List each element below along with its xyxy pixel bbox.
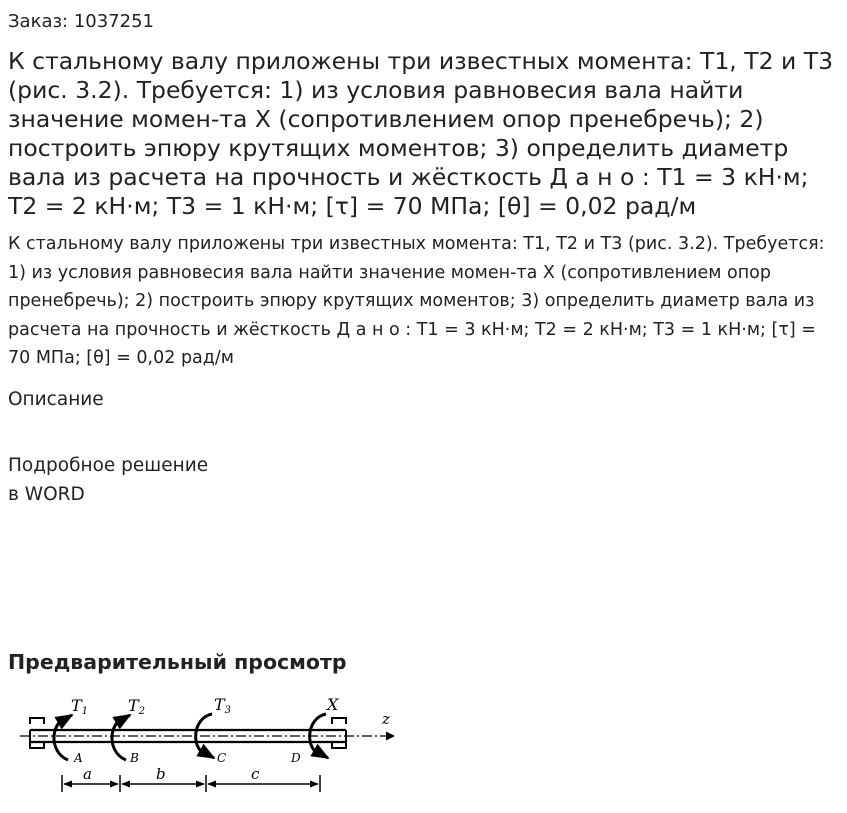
axis-label-z: z (382, 710, 390, 728)
segment-label-a: a (83, 765, 92, 783)
point-label-c: C (217, 751, 227, 765)
solution-note (8, 451, 208, 509)
svg-text:T2 (128, 696, 145, 717)
moment-t1-sub: 1 (81, 706, 89, 717)
shaft-diagram (14, 690, 404, 805)
moment-x-label: X (327, 695, 339, 714)
right-support (332, 718, 346, 748)
moment-t3-label: T (214, 695, 225, 714)
point-label-a: A (74, 751, 83, 765)
moment-x-arrow (310, 714, 326, 756)
moment-t3-arrow (196, 714, 212, 756)
solution-line-2: в WORD (8, 484, 85, 505)
task-title: К стальному валу приложены три известных момента: Т1, Т2 и Т3 (рис. 3.2). Требуется: 1) из условия равновесия вала найти значение момен-та Х (сопротивлением опор пренебречь); 2) построить эпюру крутящих моментов; 3) определить диаметр вала из расчета на прочность и жёсткость Д а н о : Т1 = 3 кН·м; Т2 = 2 кН·м; Т3 = 1 кН·м; [τ] = 70 МПа; [θ] = 0,02 рад/м (8, 47, 834, 220)
moment-t3-sub: 3 (224, 705, 232, 716)
svg-text:T1 (71, 696, 88, 717)
svg-text:T3 (214, 695, 231, 716)
segment-label-c: c (251, 765, 260, 783)
order-number: Заказ: 1037251 (8, 11, 154, 32)
task-description: К стальному валу приложены три известных момента: Т1, Т2 и Т3 (рис. 3.2). Требуется: 1) из условия равновесия вала найти значение момен-та Х (сопротивлением опор пренебречь); 2) построить эпюру крутящих моментов; 3) определить диаметр вала из расчета на прочность и жёсткость Д а н о : Т1 = 3 кН·м; Т2 = 2 кН·м; Т3 = 1 кН·м; [τ] = 70 МПа; [θ] = 0,02 рад/м (8, 234, 825, 369)
left-support (30, 718, 44, 748)
moment-t1-arrow (54, 716, 70, 760)
point-label-b: B (130, 751, 139, 765)
preview-heading: Предварительный просмотр (8, 650, 347, 674)
moment-t2-label: T (128, 696, 139, 715)
moment-t2-arrow (112, 716, 128, 760)
segment-label-b: b (156, 765, 166, 783)
point-label-d: D (291, 751, 301, 765)
dimension-lines (62, 775, 320, 792)
moment-t2-sub: 2 (138, 706, 146, 717)
description-label: Описание (8, 389, 104, 410)
moment-t1-label: T (71, 696, 82, 715)
solution-line-1: Подробное решение (8, 455, 209, 476)
